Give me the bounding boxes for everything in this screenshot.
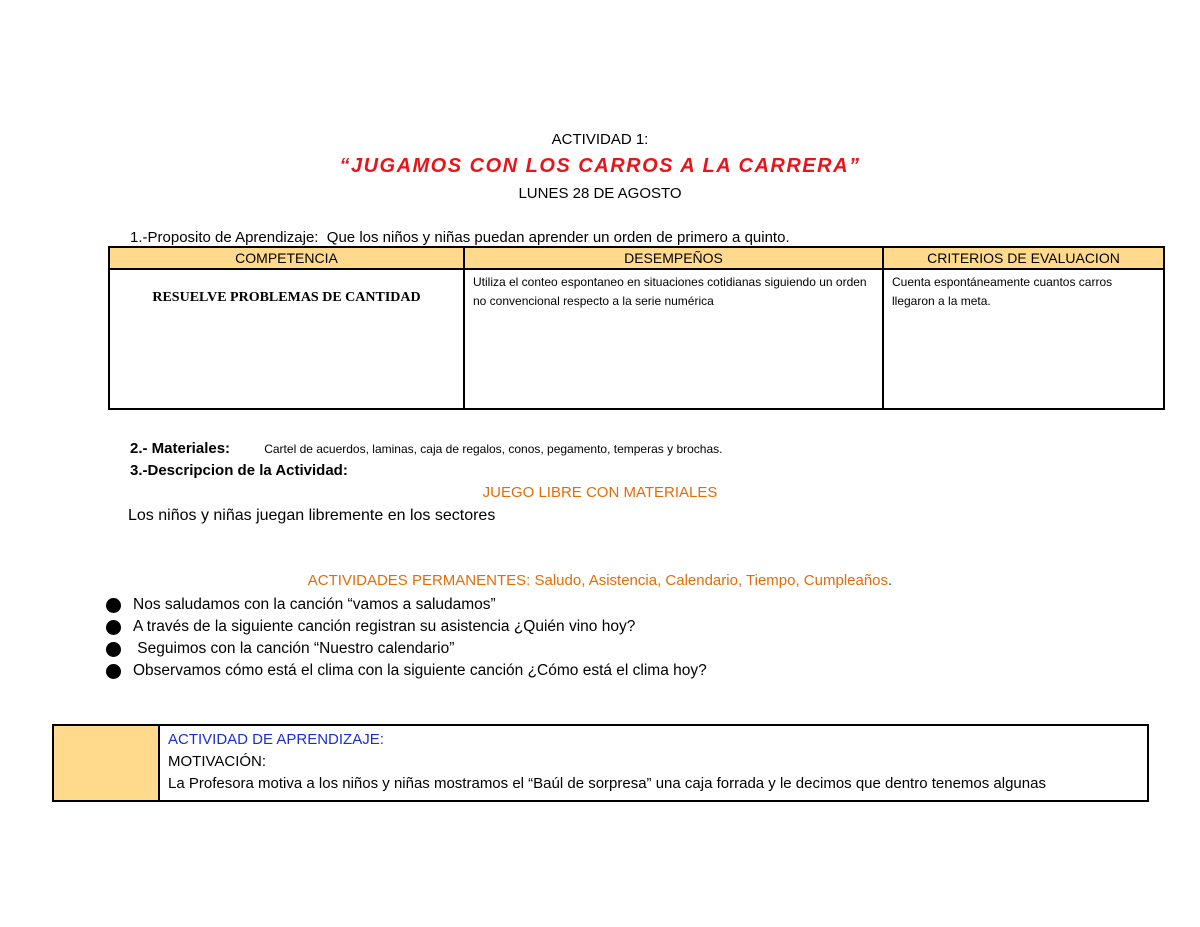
list-item: [106, 638, 707, 660]
header-criterios: CRITERIOS DE EVALUACION: [883, 247, 1164, 269]
learning-row: [53, 725, 1148, 801]
list-item-text: Observamos cómo está el clima con la siguiente canción ¿Cómo está el clima hoy?: [133, 662, 707, 679]
bullet-icon: [106, 598, 121, 613]
motivation-text: La Profesora motiva a los niños y niñas mostramos el “Baúl de sorpresa” una caja forrada y le decimos que dentro tenemos algunas: [168, 775, 1046, 792]
description-heading: 3.-Descripcion de la Actividad:: [130, 462, 348, 479]
list-item-text: Nos saludamos con la canción “vamos a saludamos”: [133, 596, 496, 613]
permanent-heading-text: ACTIVIDADES PERMANENTES: Saludo, Asistencia, Calendario, Tiempo, Cumpleaños: [307, 572, 889, 589]
list-item-text: A través de la siguiente canción registran su asistencia ¿Quién vino hoy?: [133, 618, 636, 635]
juego-heading: JUEGO LIBRE CON MATERIALES: [482, 484, 718, 501]
activity-date: LUNES 28 DE AGOSTO: [518, 185, 682, 202]
header-desempenos: DESEMPEÑOS: [464, 247, 883, 269]
bullet-icon: [106, 642, 121, 657]
learning-heading: ACTIVIDAD DE APRENDIZAJE:: [168, 731, 384, 748]
competencia-cell: RESUELVE PROBLEMAS DE CANTIDAD: [109, 269, 464, 409]
list-item: [106, 594, 707, 616]
header-competencia: COMPETENCIA: [109, 247, 464, 269]
juego-text: Los niños y niñas juegan libremente en los sectores: [128, 507, 496, 524]
competency-row: [109, 269, 1164, 409]
activity-label: ACTIVIDAD 1:: [551, 131, 649, 148]
motivation-label: MOTIVACIÓN:: [168, 753, 267, 770]
purpose-label: 1.-Proposito de Aprendizaje:: [130, 229, 319, 246]
permanent-activities-heading: [0, 572, 1200, 589]
criterios-cell: Cuenta espontáneamente cuantos carros llegaron a la meta.: [883, 269, 1164, 409]
list-item: [106, 660, 707, 682]
learning-purpose: [130, 229, 790, 246]
permanent-activities-list: [106, 594, 707, 682]
permanent-heading-dot: .: [888, 572, 893, 589]
competency-header-row: [109, 247, 1164, 269]
list-item-text: Seguimos con la canción “Nuestro calendario”: [133, 640, 455, 657]
bullet-icon: [106, 664, 121, 679]
materials-line: [130, 440, 722, 457]
materials-label: 2.- Materiales:: [130, 440, 231, 457]
list-item: [106, 616, 707, 638]
learning-main-cell: [159, 725, 1148, 801]
competency-table: [108, 246, 1165, 410]
purpose-text: Que los niños y niñas puedan aprender un orden de primero a quinto.: [326, 229, 790, 246]
activity-title: “JUGAMOS CON LOS CARROS A LA CARRERA”: [339, 155, 861, 177]
bullet-icon: [106, 620, 121, 635]
materials-text: Cartel de acuerdos, laminas, caja de regalos, conos, pegamento, temperas y brochas.: [264, 442, 723, 456]
desempenos-cell: Utiliza el conteo espontaneo en situaciones cotidianas siguiendo un orden no convencional respecto a la serie numérica: [464, 269, 883, 409]
learning-side-cell: [53, 725, 159, 801]
learning-activity-table: [52, 724, 1149, 802]
